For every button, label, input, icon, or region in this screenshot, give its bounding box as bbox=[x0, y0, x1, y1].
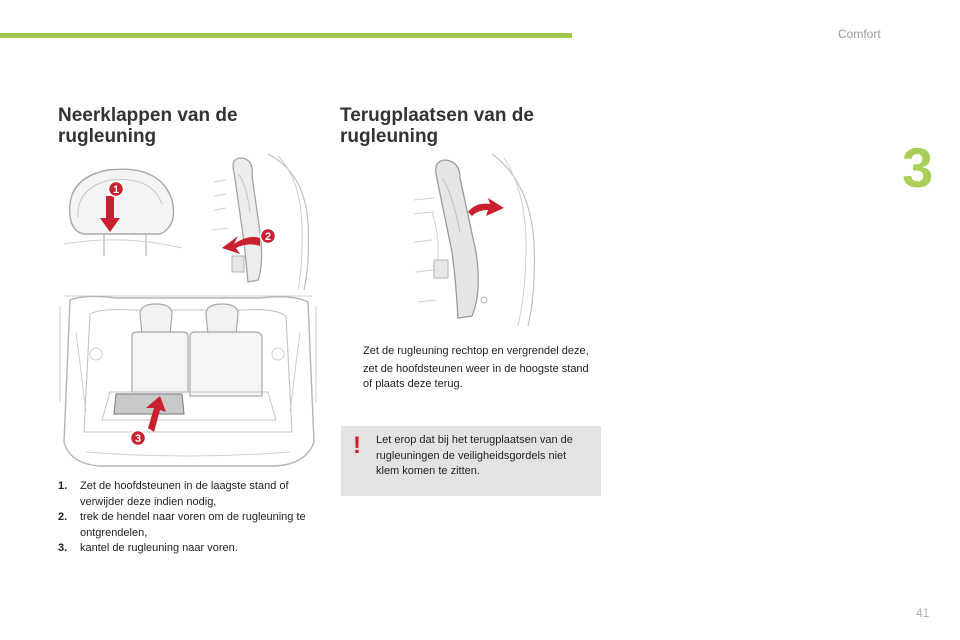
step-number: 3. bbox=[58, 542, 68, 554]
callout-1: 1 bbox=[112, 184, 120, 196]
step-text: kantel de rugleuning naar voren. bbox=[80, 542, 238, 554]
fold-steps-list bbox=[58, 479, 320, 557]
page-number: 41 bbox=[916, 606, 930, 620]
step-number: 2. bbox=[58, 511, 68, 523]
headrest-illustration bbox=[64, 160, 184, 260]
bullet-text: Zet de rugleuning rechtop en vergrendel deze, bbox=[363, 345, 589, 357]
warning-note-text: Let erop dat bij het terugplaatsen van de rugleuningen de veiligheidsgordels niet klem komen te zitten. bbox=[376, 434, 573, 477]
cargo-area-illustration bbox=[56, 292, 320, 470]
section-label: Comfort bbox=[838, 27, 881, 41]
list-item bbox=[340, 344, 595, 360]
step-text: Zet de hoofdsteunen in de laagste stand of verwijder deze indien nodig, bbox=[80, 480, 289, 508]
right-section-title: Terugplaatsen van de rugleuning bbox=[340, 105, 534, 147]
bullet-text: zet de hoofdsteunen weer in de hoogste stand of plaats deze terug. bbox=[363, 362, 589, 390]
warning-icon: ! bbox=[353, 432, 361, 459]
list-item bbox=[58, 479, 320, 510]
seatback-lever-illustration bbox=[208, 152, 313, 292]
list-item bbox=[340, 362, 595, 393]
seatback-upright-illustration bbox=[412, 152, 542, 328]
chapter-number: 3 bbox=[902, 136, 934, 199]
list-item bbox=[58, 541, 320, 557]
list-item bbox=[58, 510, 320, 541]
step-number: 1. bbox=[58, 480, 68, 492]
warning-note-box bbox=[341, 426, 601, 496]
step-text: trek de hendel naar voren om de rugleuning te ontgrendelen, bbox=[80, 511, 306, 539]
restore-steps-list bbox=[340, 344, 595, 395]
callout-2: 2 bbox=[264, 231, 272, 243]
top-accent-bar bbox=[0, 33, 572, 38]
left-section-title: Neerklappen van de rugleuning bbox=[58, 105, 238, 147]
callout-3: 3 bbox=[134, 433, 142, 445]
